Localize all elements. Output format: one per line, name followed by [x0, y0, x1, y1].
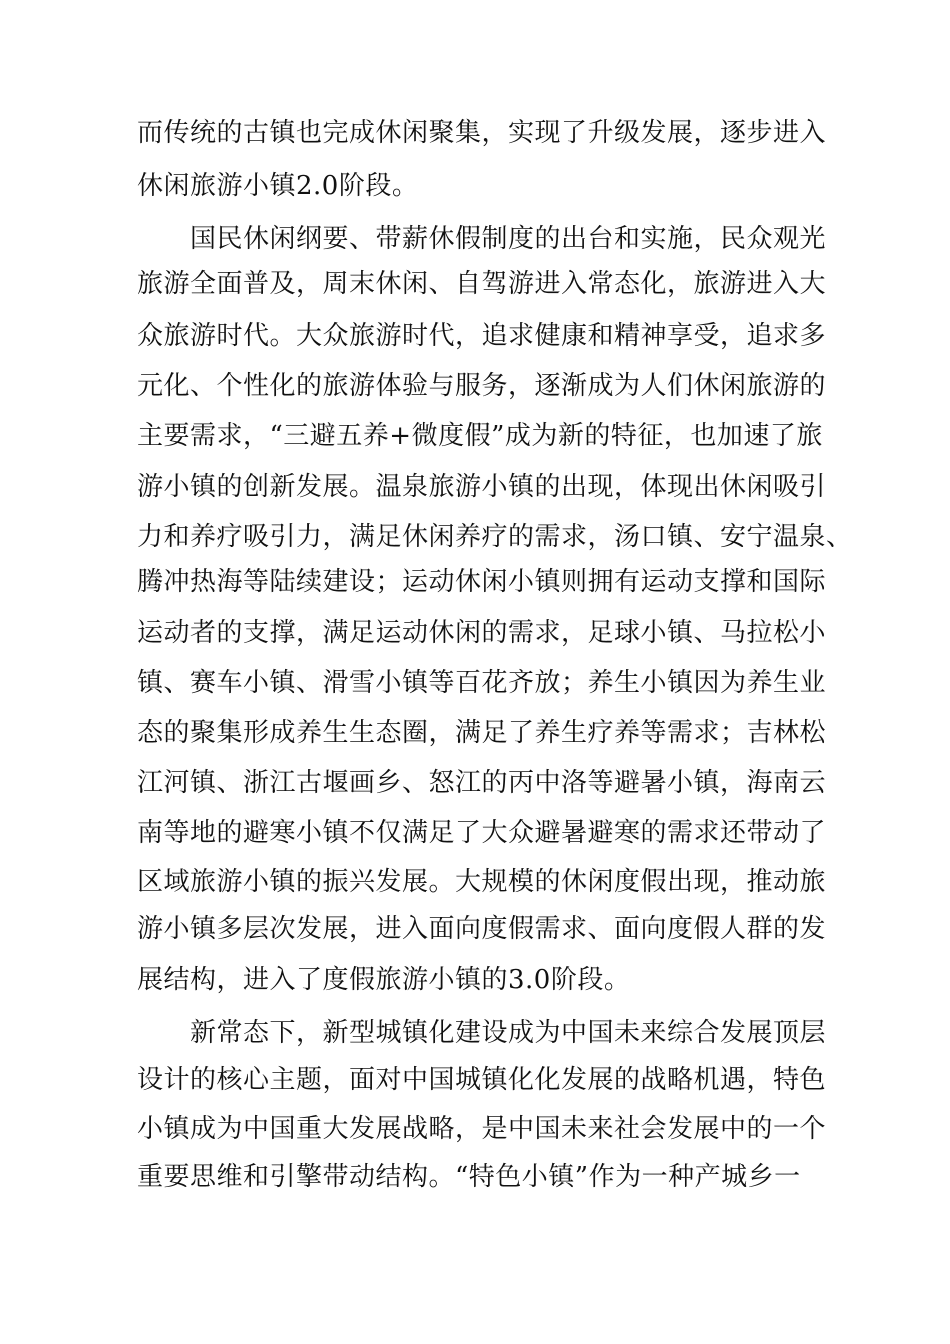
text-line: 运动者的支撑，满足运动休闲的需求，足球小镇、马拉松小: [137, 618, 827, 648]
text-line: 旅游全面普及，周末休闲、自驾游进入常态化，旅游进入大: [137, 269, 827, 299]
text-line: 江河镇、浙江古堰画乡、怒江的丙中洛等避暑小镇，海南云: [137, 768, 827, 798]
text-line: 游小镇多层次发展，进入面向度假需求、面向度假人群的发: [137, 914, 827, 944]
text-line: 区域旅游小镇的振兴发展。大规模的休闲度假出现，推动旅: [137, 867, 827, 897]
text-line: 小镇成为中国重大发展战略，是中国未来社会发展中的一个: [137, 1114, 827, 1144]
text-line: 主要需求，“三避五养+微度假”成为新的特征，也加速了旅: [137, 421, 823, 451]
text-line: 元化、个性化的旅游体验与服务，逐渐成为人们休闲旅游的: [137, 371, 827, 401]
paragraph-start-line: 新常态下，新型城镇化建设成为中国未来综合发展顶层: [190, 1018, 827, 1048]
text-line: 力和养疗吸引力，满足休闲养疗的需求，汤口镇、安宁温泉、: [137, 522, 853, 552]
text-line: 腾冲热海等陆续建设；运动休闲小镇则拥有运动支撑和国际: [137, 567, 827, 597]
text-line: 重要思维和引擎带动结构。“特色小镇”作为一种产城乡一: [137, 1162, 801, 1192]
text-line: 众旅游时代。大众旅游时代，追求健康和精神享受，追求多: [137, 321, 827, 351]
text-line: 南等地的避寒小镇不仅满足了大众避暑避寒的需求还带动了: [137, 818, 827, 848]
paragraph-start-line: 国民休闲纲要、带薪休假制度的出台和实施，民众观光: [190, 224, 827, 254]
text-line: 镇、赛车小镇、滑雪小镇等百花齐放；养生小镇因为养生业: [137, 668, 827, 698]
text-line: 态的聚集形成养生生态圈，满足了养生疗养等需求；吉林松: [137, 718, 827, 748]
text-line: 展结构，进入了度假旅游小镇的3.0阶段。: [137, 965, 631, 995]
text-line: 设计的核心主题，面对中国城镇化化发展的战略机遇，特色: [137, 1065, 827, 1095]
text-line: 而传统的古镇也完成休闲聚集，实现了升级发展，逐步进入: [137, 118, 827, 148]
text-line: 休闲旅游小镇2.0阶段。: [137, 171, 419, 201]
text-line: 游小镇的创新发展。温泉旅游小镇的出现，体现出休闲吸引: [137, 472, 827, 502]
